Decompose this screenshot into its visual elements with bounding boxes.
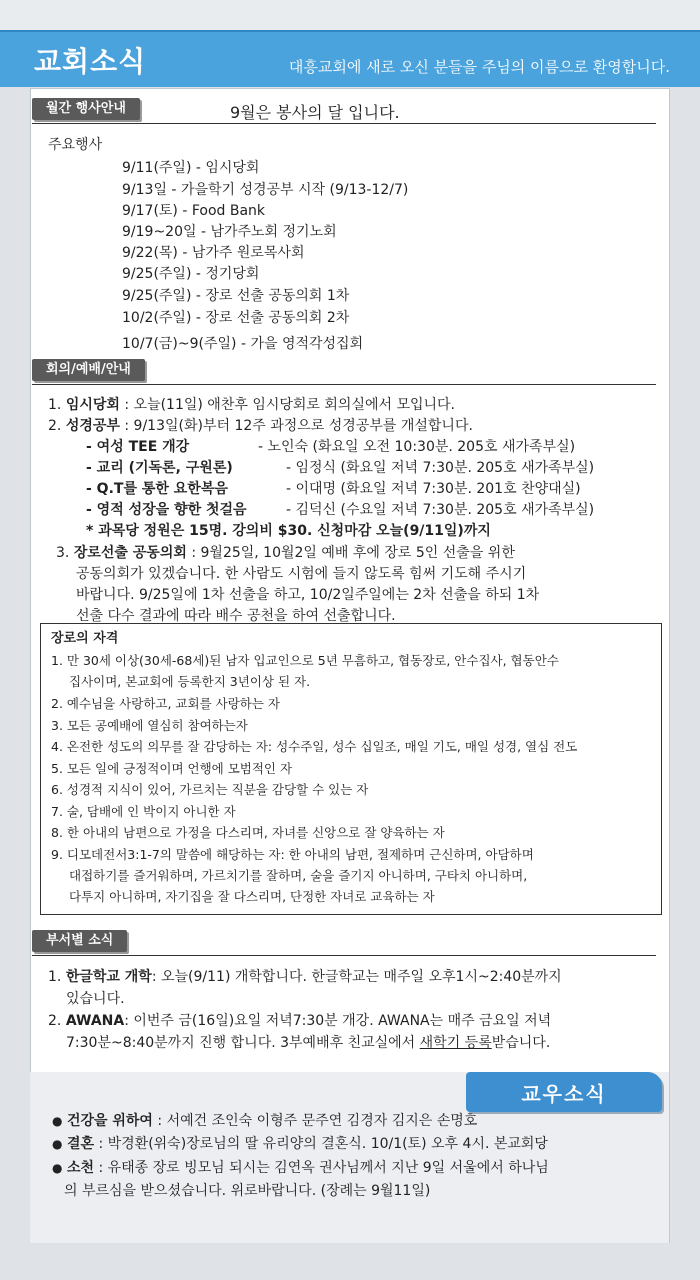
item-title: 장로선출 공동의회 xyxy=(73,545,187,561)
page-title: 교회소식 xyxy=(34,45,147,78)
item-title: 성경공부 xyxy=(65,418,120,434)
item-title: 한글학교 개학 xyxy=(65,969,152,985)
qualification-line: 1. 만 30세 이상(30세-68세)된 남자 입교인으로 5년 무흠하고, 협동장로, 안수집사, 협동안수 xyxy=(51,653,559,668)
page-subtitle: 대흥교회에 새로 오신 분들을 주님의 이름으로 환영합니다. xyxy=(288,58,670,76)
course-name: - 영적 성장을 향한 첫걸음 xyxy=(86,502,247,518)
event-item: 9/13일 - 가을학기 성경공부 시작 (9/13-12/7) xyxy=(122,182,409,198)
item-text: : 오늘(9/11) 개학합니다. 한글학교는 매주일 오후1시~2:40분까지 xyxy=(151,969,562,985)
bullet-icon: ● xyxy=(52,1137,63,1151)
section-label-meeting: 회의/예배/안내 xyxy=(32,359,145,381)
bullet-icon: ● xyxy=(52,1161,63,1175)
qualification-line: 9. 디모데전서3:1-7의 말씀에 해당하는 자: 한 아내의 남편, 절제하며 근신하며, 아담하며 xyxy=(51,847,534,862)
divider xyxy=(32,955,656,956)
section-label-dept: 부서별 소식 xyxy=(32,930,127,952)
header-banner xyxy=(0,30,700,87)
item-text: : 유태종 장로 빙모님 되시는 김연옥 권사님께서 지난 9일 서울에서 하나님 xyxy=(94,1160,549,1176)
event-item: 9/22(목) - 남가주 원로목사회 xyxy=(122,245,305,261)
member-item xyxy=(52,1157,549,1177)
qualification-line: 집사이며, 본교회에 등록한지 3년이상 된 자. xyxy=(69,674,311,689)
qualification-line: 7. 술, 담배에 인 박이지 아니한 자 xyxy=(51,804,236,819)
item-text: : 오늘(11일) 애찬후 임시당회로 회의실에서 모입니다. xyxy=(119,397,456,413)
qualifications-title: 장로의 자격 xyxy=(51,631,119,646)
qualifications-box xyxy=(40,623,662,915)
course-detail: - 이대명 (화요일 저녁 7:30분. 201호 찬양대실) xyxy=(286,481,581,497)
course-detail: - 노인숙 (화요일 오전 10:30분. 205호 새가족부실) xyxy=(258,439,576,455)
meeting-item-1 xyxy=(48,394,455,414)
dept-item-2 xyxy=(48,1010,551,1030)
qualification-line: 8. 한 아내의 남편으로 가정을 다스리며, 자녀를 신앙으로 잘 양육하는 자 xyxy=(51,825,445,840)
item-number: 2. xyxy=(48,1013,62,1029)
divider xyxy=(32,123,656,124)
qualification-line: 다투지 아니하며, 자기집을 잘 다스리며, 단정한 자녀로 교육하는 자 xyxy=(69,889,435,904)
item-text: : 이번주 금(16일)요일 저녁7:30분 개강. AWANA는 매주 금요일 저녁 xyxy=(124,1013,552,1029)
item-title: 임시당회 xyxy=(65,397,120,413)
meeting-item-3 xyxy=(56,542,515,562)
underlined-text: 새학기 등록 xyxy=(419,1035,492,1051)
event-item: 9/11(주일) - 임시당회 xyxy=(122,160,260,176)
member-item xyxy=(52,1133,548,1153)
course-detail: - 임정식 (화요일 저녁 7:30분. 205호 새가족부실) xyxy=(286,460,595,476)
item-text: : 9월25일, 10월2일 예배 후에 장로 5인 선출을 위한 xyxy=(186,545,515,561)
item-title: 결혼 xyxy=(66,1136,94,1152)
members-news-tab xyxy=(466,1072,662,1112)
event-item: 10/7(금)~9(주일) - 가을 영적각성집회 xyxy=(122,336,364,352)
course-name: - 여성 TEE 개강 xyxy=(86,439,190,455)
divider xyxy=(32,384,656,385)
item-number: 1. xyxy=(48,397,62,413)
event-item: 9/19~20일 - 남가주노회 정기노회 xyxy=(122,224,337,240)
event-item: 9/25(주일) - 정기당회 xyxy=(122,266,260,282)
item-text: 선출 다수 결과에 따라 배수 공천을 하여 선출합니다. xyxy=(76,608,396,624)
item-number: 1. xyxy=(48,969,62,985)
item-title: 소천 xyxy=(66,1160,94,1176)
events-heading: 주요행사 xyxy=(48,137,103,153)
event-item: 10/2(주일) - 장로 선출 공동의회 2차 xyxy=(122,310,350,326)
monthly-theme: 9월은 봉사의 달 입니다. xyxy=(230,103,400,122)
event-item: 9/25(주일) - 장로 선출 공동의회 1차 xyxy=(122,288,350,304)
item-text: 있습니다. xyxy=(66,991,125,1007)
top-margin xyxy=(0,0,700,30)
qualification-line: 6. 성경적 지식이 있어, 가르치는 직분을 감당할 수 있는 자 xyxy=(51,782,369,797)
item-title: AWANA xyxy=(65,1013,125,1029)
course-name: - 교리 (기독론, 구원론) xyxy=(86,460,233,476)
course-detail: - 김덕신 (수요일 저녁 7:30분. 205호 새가족부실) xyxy=(286,502,595,518)
qualification-line: 대접하기를 즐거워하며, 가르치기를 잘하며, 술을 즐기지 아니하며, 구타치 아니하며, xyxy=(69,868,528,883)
item-text: 의 부르심을 받으셨습니다. 위로바랍니다. (장례는 9월11일) xyxy=(64,1183,431,1199)
course-note: * 과목당 정원은 15명. 강의비 $30. 신청마감 오늘(9/11일)까지 xyxy=(86,523,491,539)
qualification-line: 3. 모든 공예배에 열심히 참여하는자 xyxy=(51,718,248,733)
item-number: 2. xyxy=(48,418,62,434)
item-text: 7:30분~8:40분까지 진행 합니다. 3부예배후 친교실에서 xyxy=(66,1035,420,1051)
qualification-line: 2. 예수님을 사랑하고, 교회를 사랑하는 자 xyxy=(51,696,280,711)
item-text: : 9/13일(화)부터 12주 과정으로 성경공부를 개설합니다. xyxy=(119,418,473,434)
item-text: : 박경환(위숙)장로님의 딸 유리양의 결혼식. 10/1(토) 오후 4시. 본교회당 xyxy=(94,1136,548,1152)
course-name: - Q.T를 통한 요한복음 xyxy=(86,481,228,497)
event-item: 9/17(토) - Food Bank xyxy=(122,203,266,219)
item-text: 바랍니다. 9/25일에 1차 선출을 하고, 10/2일주일에는 2차 선출을 하되 1차 xyxy=(76,587,540,603)
bullet-icon: ● xyxy=(52,1114,63,1128)
section-label-monthly: 월간 행사안내 xyxy=(32,98,140,120)
qualification-line: 5. 모든 일에 긍정적이며 언행에 모범적인 자 xyxy=(51,761,293,776)
item-text: : 서예건 조인숙 이형주 문주연 김경자 김지은 손명호 xyxy=(152,1113,478,1129)
members-news-label: 교우소식 xyxy=(521,1082,607,1106)
bottom-margin xyxy=(0,1243,700,1280)
dept-item-2-line2 xyxy=(66,1032,550,1052)
item-title: 건강을 위하여 xyxy=(66,1113,153,1129)
dept-item-1 xyxy=(48,966,562,986)
item-number: 3. xyxy=(56,545,70,561)
meeting-item-2 xyxy=(48,415,473,435)
member-item xyxy=(52,1110,477,1130)
item-text: 공동의회가 있겠습니다. 한 사람도 시험에 들지 않도록 힘써 기도해 주시기 xyxy=(76,566,527,582)
qualification-line: 4. 온전한 성도의 의무를 잘 감당하는 자: 성수주일, 성수 십일조, 매일 기도, 매일 성경, 열심 전도 xyxy=(51,739,578,754)
item-text: 받습니다. xyxy=(491,1035,551,1051)
